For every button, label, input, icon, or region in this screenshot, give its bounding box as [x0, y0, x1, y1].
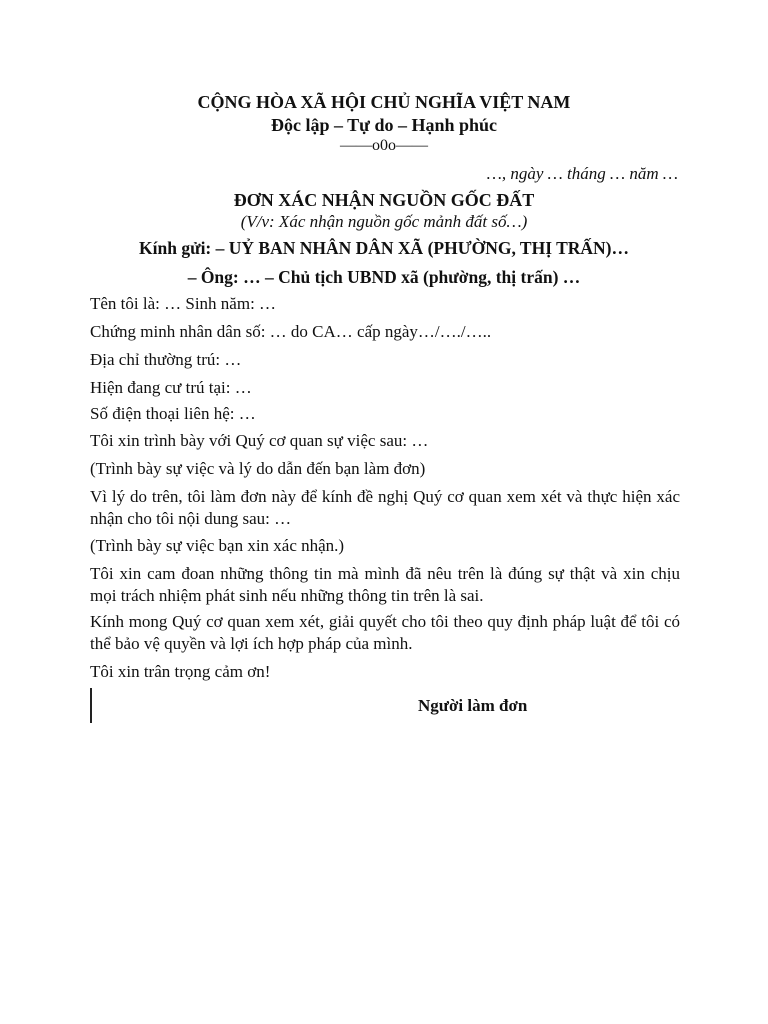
body-paragraph: Tôi xin trân trọng cảm ơn!	[90, 662, 271, 681]
recipient-line-1: Kính gửi: – UỶ BAN NHÂN DÂN XÃ (PHƯỜNG, THỊ TRẤN)…	[139, 238, 629, 258]
document-title: ĐƠN XÁC NHẬN NGUỒN GỐC ĐẤT	[233, 190, 535, 210]
recipient-line-2: – Ông: … – Chủ tịch UBND xã (phường, thị trấn) …	[187, 267, 581, 287]
text-cursor	[90, 688, 92, 723]
body-paragraph: Chứng minh nhân dân số: … do CA… cấp ngày…/…./…..	[90, 322, 492, 341]
body-paragraph: (Trình bày sự việc bạn xin xác nhận.)	[90, 536, 345, 555]
signature-label: Người làm đơn	[418, 696, 528, 715]
document-subject: (V/v: Xác nhận nguồn gốc mảnh đất số…)	[240, 212, 528, 231]
body-paragraph: Tôi xin trình bày với Quý cơ quan sự việc sau: …	[90, 431, 429, 450]
body-paragraph: Tên tôi là: … Sinh năm: …	[90, 294, 277, 313]
body-paragraph: Hiện đang cư trú tại: …	[90, 378, 252, 397]
body-paragraph: Địa chỉ thường trú: …	[90, 350, 242, 369]
separator: ——o0o——	[340, 137, 428, 154]
body-paragraph: Kính mong Quý cơ quan xem xét, giải quyết cho tôi theo quy định pháp luật để tôi có thể bảo vệ quyền và lợi ích hợp pháp của mình.	[90, 612, 680, 653]
body-paragraph: Số điện thoại liên hệ: …	[90, 404, 256, 423]
nation-heading: CỘNG HÒA XÃ HỘI CHỦ NGHĨA VIỆT NAM	[197, 92, 571, 112]
body-paragraph: Vì lý do trên, tôi làm đơn này để kính đề nghị Quý cơ quan xem xét và thực hiện xác nhận cho tôi nội dung sau: …	[90, 487, 680, 528]
body-paragraph: (Trình bày sự việc và lý do dẫn đến bạn làm đơn)	[90, 459, 426, 478]
date-line: …, ngày … tháng … năm …	[486, 164, 678, 183]
motto: Độc lập – Tự do – Hạnh phúc	[270, 115, 498, 135]
body-paragraph: Tôi xin cam đoan những thông tin mà mình đã nêu trên là đúng sự thật và xin chịu mọi trách nhiệm phát sinh nếu những thông tin trên là sai.	[90, 564, 680, 605]
